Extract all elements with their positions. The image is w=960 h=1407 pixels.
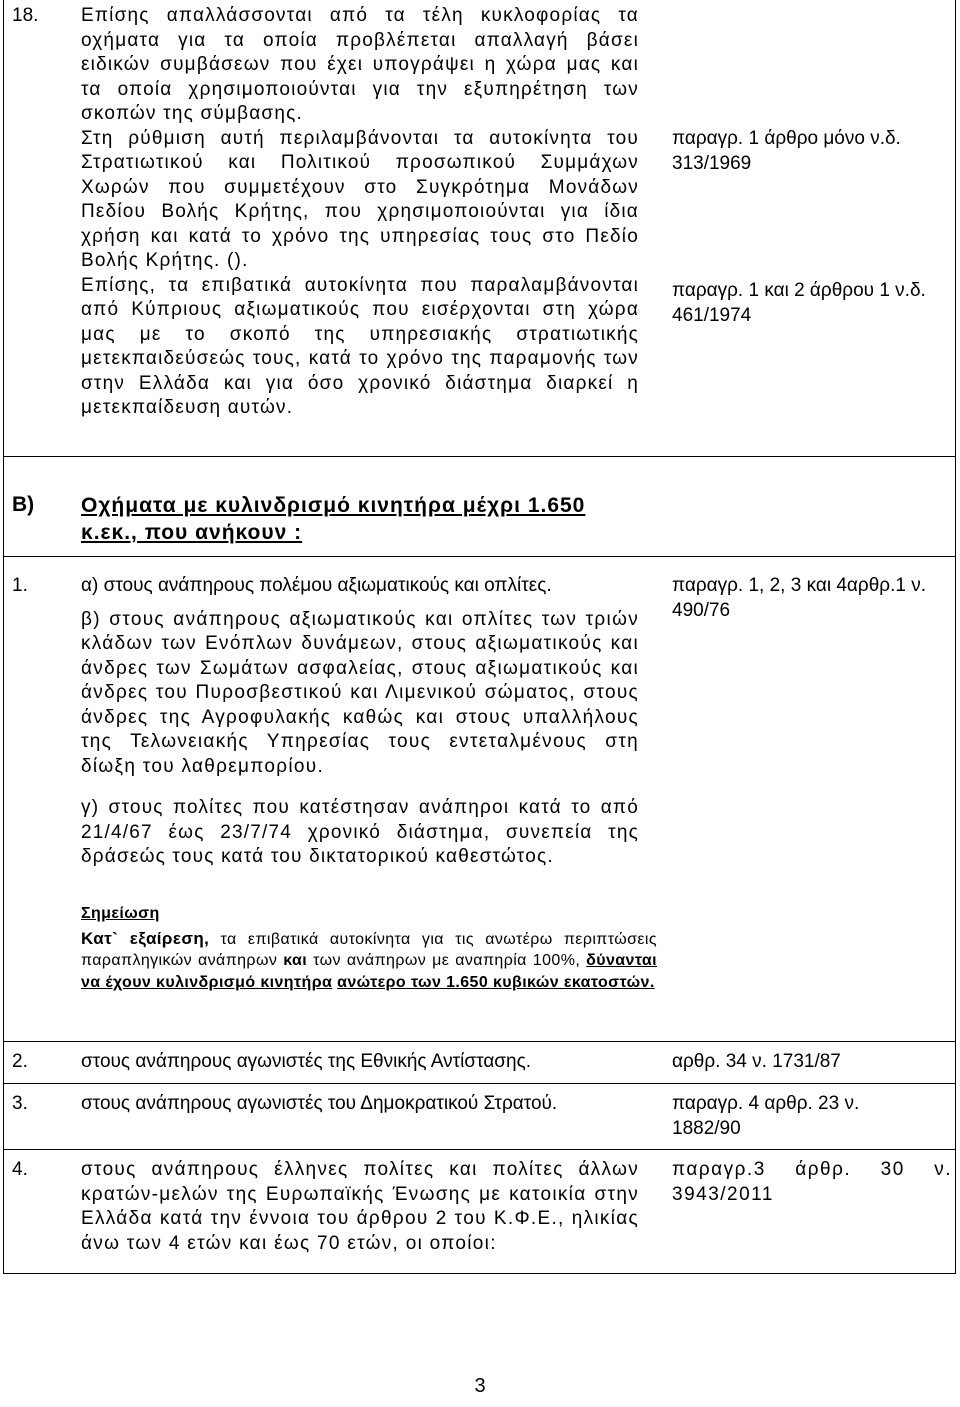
item-1-row — [3, 557, 956, 1042]
legal-reference: παραγρ. 4 αρθρ. 23 ν. 1882/90 — [672, 1093, 860, 1139]
item-text: στους ανάπηρους αγωνιστές του Δημοκρατικού Στρατού. — [81, 1093, 558, 1114]
note-heading: Σημείωση — [81, 905, 160, 922]
legal-reference: αρθρ. 34 ν. 1731/87 — [672, 1051, 841, 1072]
paragraph: Επίσης, τα επιβατικά αυτοκίνητα που παραλαμβάνονται από Κύπριους αξιωματικούς που εισέρχονται στη χώρα μας με το σκοπό της υπηρεσιακής στρατιωτικής μετεκπαιδεύσεώς τους, κατά το χρόνο της παραμονής των στην Ελλάδα και για όσο χρονικό διάστημα διαρκεί η μετεκπαίδευση αυτών. — [81, 274, 639, 418]
item-1-text — [81, 574, 639, 870]
paragraph: Επίσης απαλλάσσονται από τα τέλη κυκλοφορίας τα οχήματα για τα οποία προβλέπεται απαλλαγή βάσει ειδικών συμβάσεων που έχει υπογράψει η χώρα μας και τα οποία χρησιμοποιούνται για την εξυπηρέτηση των σκοπών της σύμβασης. — [81, 5, 639, 124]
item-2-row — [3, 1042, 956, 1084]
section-label: B) — [12, 493, 35, 516]
section-18-text — [81, 4, 639, 421]
legal-reference: παραγρ.3 άρθρ. 30 ν. 3943/2011 — [672, 1159, 952, 1205]
legal-reference: παραγρ. 1 και 2 άρθρου 1 ν.δ. 461/1974 — [672, 280, 926, 326]
item-number: 3. — [12, 1093, 28, 1114]
legal-reference: παραγρ. 1 άρθρο μόνο ν.δ. 313/1969 — [672, 128, 901, 174]
item-number: 1. — [12, 575, 28, 596]
item-3-row — [3, 1084, 956, 1150]
item-text: στους ανάπηρους αγωνιστές της Εθνικής Αντίστασης. — [81, 1051, 532, 1072]
sub-item-a: α) στους ανάπηρους πολέμου αξιωματικούς και οπλίτες. — [81, 575, 552, 596]
section-18-row — [3, 0, 956, 457]
item-text: στους ανάπηρους έλληνες πολίτες και πολίτες άλλων κρατών-μελών της Ευρωπαϊκής Ένωσης με κατοικία στην Ελλάδα κατά την έννοια του άρθρου 2 του Κ.Φ.Ε., ηλικίας άνω των 4 ετών και έως 70 ετών, οι οποίοι: — [81, 1159, 639, 1254]
item-4-row — [3, 1150, 956, 1274]
sub-item-c: γ) στους πολίτες που κατέστησαν ανάπηροι κατά το από 21/4/67 έως 23/7/74 χρονικό διάστημα, συνεπεία της δράσεώς τους κατά του δικτατορικού καθεστώτος. — [81, 797, 639, 867]
page-number: 3 — [474, 1375, 486, 1397]
paragraph: Στη ρύθμιση αυτή περιλαμβάνονται τα αυτοκίνητα του Στρατιωτικού και Πολιτικού προσωπικού Συμμάχων Χωρών που συμμετέχουν στο Συγκρότημα Μονάδων Πεδίου Βολής Κρήτης, που χρησιμοποιούνται για ίδια χρήση και κατά το χρόνο της υπηρεσίας τους στο Πεδίο Βολής Κρήτης. (). — [81, 127, 639, 271]
note-text: Κατ` εξαίρεση, τα επιβατικά αυτοκίνητα για τις ανωτέρω περιπτώσεις παραπληγικών ανάπηρων και των ανάπηρων με αναπηρία 100%, δύνανται να έχουν κυλινδρισμό κινητήρα ανώτερο των 1.650 κυβικών εκατοστών. — [81, 928, 657, 991]
section-title: Οχήματα με κυλινδρισμό κινητήρα μέχρι 1.650 κ.εκ., που ανήκουν : — [81, 494, 586, 544]
sub-item-b: β) στους ανάπηρους αξιωματικούς και οπλίτες των τριών κλάδων των Ενόπλων δυνάμεων, στους αξιωματικούς και άνδρες των Σωμάτων ασφαλείας, στους αξιωματικούς και άνδρες του Πυροσβεστικού και Λιμενικού σώματος, στους άνδρες της Αγροφυλακής καθώς και στους υπαλλήλους της Τελωνειακής Υπηρεσίας τους εντεταλμένους στη δίωξη του λαθρεμπορίου. — [81, 608, 639, 777]
item-number: 4. — [12, 1159, 28, 1180]
note-block — [81, 903, 657, 993]
section-b-row — [3, 457, 956, 557]
section-number: 18. — [12, 5, 39, 26]
legal-reference: παραγρ. 1, 2, 3 και 4αρθρ.1 ν. 490/76 — [672, 575, 926, 621]
item-number: 2. — [12, 1051, 28, 1072]
